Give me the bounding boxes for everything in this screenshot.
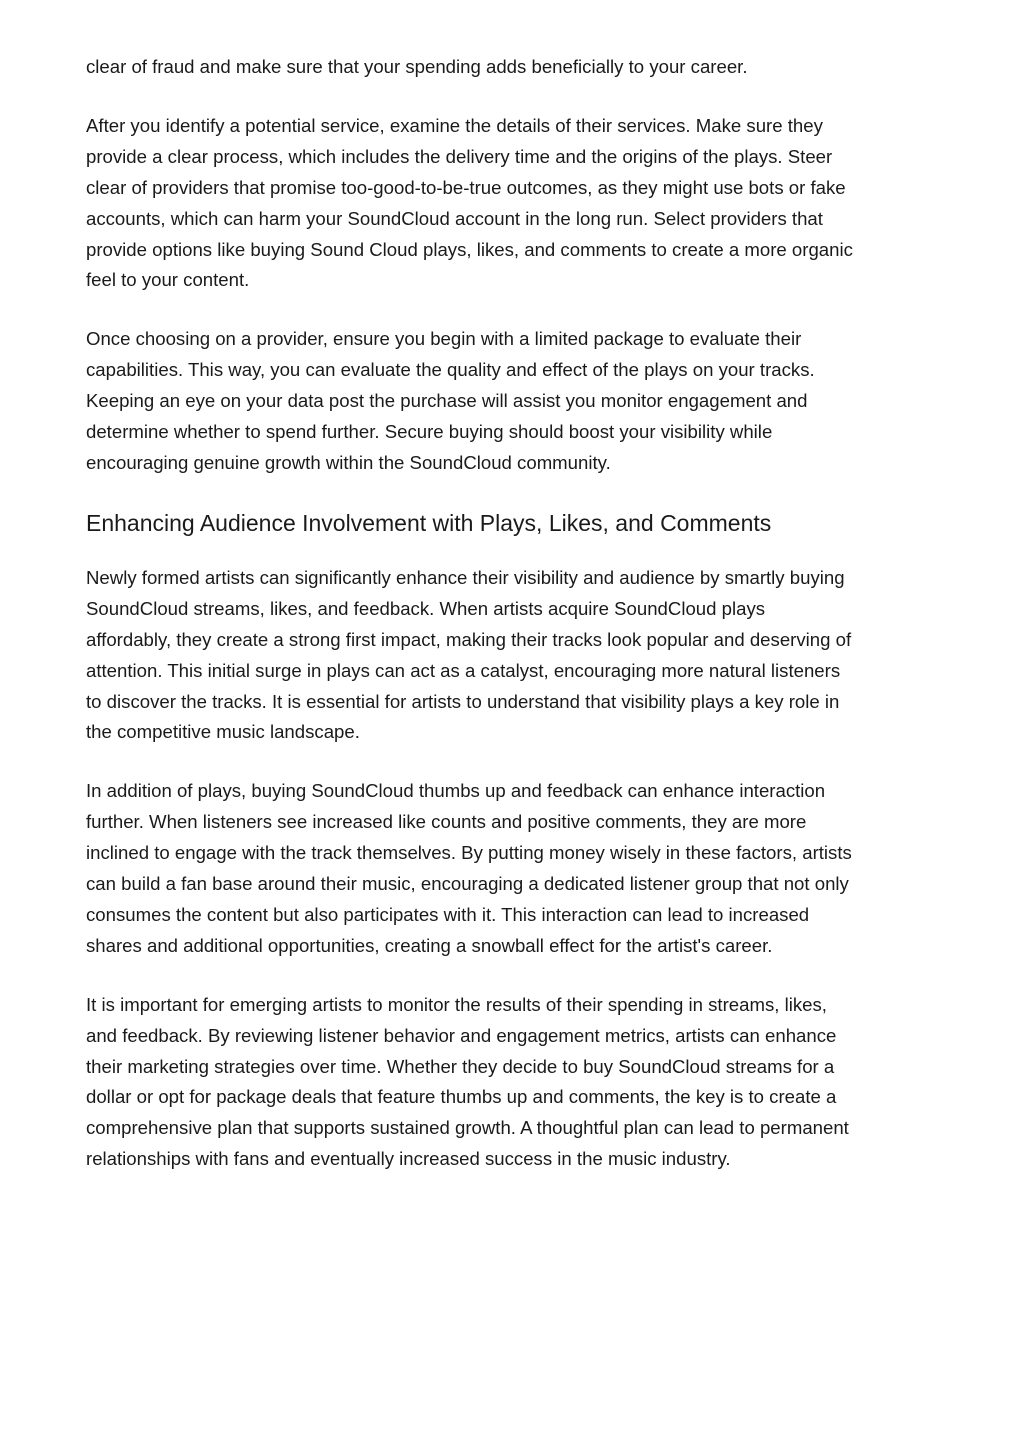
- text-line: encouraging genuine growth within the SoundCloud community.: [86, 451, 611, 473]
- text-line: SoundCloud streams, likes, and feedback. When artists acquire SoundCloud plays: [86, 597, 766, 619]
- text-line: to discover the tracks. It is essential for artists to understand that visibility plays a key role in: [86, 690, 840, 712]
- text-line: Keeping an eye on your data post the purchase will assist you monitor engagement and: [86, 390, 808, 412]
- text-line: attention. This initial surge in plays can act as a catalyst, encouraging more natural listeners: [86, 659, 841, 681]
- text-line: After you identify a potential service, examine the details of their services. Make sure they: [86, 114, 823, 136]
- paragraph-thumbs-up-feedback: [86, 776, 952, 961]
- text-line: feel to your content.: [86, 269, 250, 291]
- text-line: capabilities. This way, you can evaluate the quality and effect of the plays on your tracks.: [86, 359, 815, 381]
- document-page: [86, 52, 952, 1203]
- text-line: shares and additional opportunities, creating a snowball effect for the artist's career.: [86, 934, 773, 956]
- text-line: relationships with fans and eventually increased success in the music industry.: [86, 1148, 731, 1170]
- text-line: inclined to engage with the track themselves. By putting money wisely in these factors, artists: [86, 842, 852, 864]
- text-line: provide a clear process, which includes the delivery time and the origins of the plays. Steer: [86, 145, 833, 167]
- paragraph-limited-package: [86, 324, 952, 479]
- text-line: clear of fraud and make sure that your spending adds beneficially to your career.: [86, 56, 748, 77]
- text-line: accounts, which can harm your SoundCloud account in the long run. Select providers that: [86, 207, 823, 229]
- text-line: can build a fan base around their music, encouraging a dedicated listener group that not only: [86, 873, 849, 895]
- text-line: Newly formed artists can significantly enhance their visibility and audience by smartly buying: [86, 566, 845, 588]
- text-line: comprehensive plan that supports sustained growth. A thoughtful plan can lead to permanent: [86, 1117, 849, 1139]
- text-line: Once choosing on a provider, ensure you begin with a limited package to evaluate their: [86, 328, 802, 350]
- text-line: provide options like buying Sound Cloud plays, likes, and comments to create a more organic: [86, 238, 853, 260]
- text-line: consumes the content but also participates with it. This interaction can lead to increased: [86, 903, 810, 925]
- text-line: further. When listeners see increased like counts and positive comments, they are more: [86, 811, 807, 833]
- text-line: affordably, they create a strong first impact, making their tracks look popular and deserving of: [86, 628, 852, 650]
- paragraph-newly-formed-artists: [86, 563, 952, 748]
- text-line: It is important for emerging artists to monitor the results of their spending in streams, likes,: [86, 993, 827, 1015]
- text-line: clear of providers that promise too-good-to-be-true outcomes, as they might use bots or fake: [86, 176, 846, 198]
- paragraph-monitor-results: [86, 990, 952, 1175]
- text-line: the competitive music landscape.: [86, 721, 360, 743]
- text-line: their marketing strategies over time. Whether they decide to buy SoundCloud streams for a: [86, 1055, 835, 1077]
- text-line: determine whether to spend further. Secure buying should boost your visibility while: [86, 421, 773, 443]
- text-line: dollar or opt for package deals that feature thumbs up and comments, the key is to create a: [86, 1086, 837, 1108]
- text-line: and feedback. By reviewing listener behavior and engagement metrics, artists can enhance: [86, 1024, 837, 1046]
- section-heading: Enhancing Audience Involvement with Plays, Likes, and Comments: [86, 509, 772, 536]
- paragraph-examine-service: [86, 111, 952, 296]
- paragraph-fraud-intro: [86, 52, 952, 83]
- text-line: In addition of plays, buying SoundCloud thumbs up and feedback can enhance interaction: [86, 780, 826, 802]
